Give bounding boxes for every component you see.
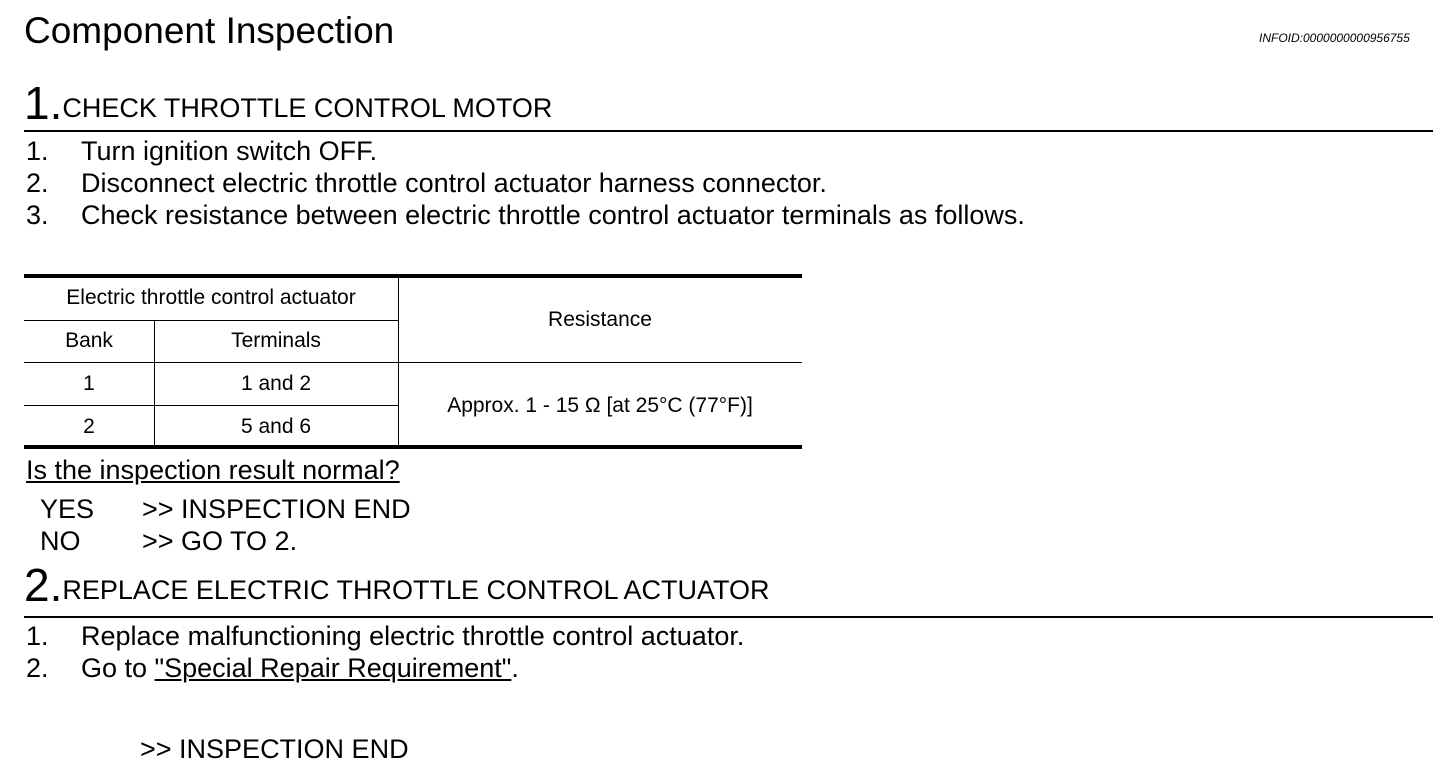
step-1-title: CHECK THROTTLE CONTROL MOTOR <box>62 93 553 123</box>
final-result: >> INSPECTION END <box>140 734 409 764</box>
item-number: 3. <box>26 200 49 230</box>
item-text-suffix: . <box>511 653 519 683</box>
step-2-title: REPLACE ELECTRIC THROTTLE CONTROL ACTUATOR <box>62 575 770 605</box>
resistance-table <box>24 274 802 449</box>
answer-key: NO <box>40 526 81 556</box>
answer-no <box>40 525 297 557</box>
step-1-item <box>26 135 377 167</box>
answer-text: >> GO TO 2. <box>142 526 298 556</box>
item-number: 1. <box>26 136 49 166</box>
item-number: 1. <box>26 621 49 651</box>
page-title: Component Inspection <box>24 10 395 51</box>
answer-key: YES <box>40 494 95 524</box>
item-text: Disconnect electric throttle control actuator harness connector. <box>81 168 827 198</box>
item-number: 2. <box>26 653 49 683</box>
step-1-number: 1. <box>24 77 63 129</box>
table-header-bank: Bank <box>65 329 113 352</box>
table-cell-bank: 2 <box>83 415 95 438</box>
step-2-item <box>26 652 519 684</box>
step-2-number: 2. <box>24 559 63 611</box>
table-rule <box>24 405 398 406</box>
item-text: Replace malfunctioning electric throttle control actuator. <box>81 621 745 651</box>
step-2-item <box>26 620 744 652</box>
table-cell-bank: 1 <box>83 372 95 395</box>
item-text: Check resistance between electric throttle control actuator terminals as follows. <box>81 200 1025 230</box>
table-cell-terminals: 5 and 6 <box>240 415 312 438</box>
table-cell-resistance: Approx. 1 - 15 Ω [at 25°C (77°F)] <box>447 394 753 417</box>
step-1-heading <box>24 77 553 129</box>
answer-yes <box>40 493 411 525</box>
table-group-header: Electric throttle control actuator <box>66 286 356 309</box>
table-rule <box>24 362 802 363</box>
table-cell-terminals: 1 and 2 <box>240 372 312 395</box>
step-2-heading <box>24 559 770 611</box>
step-1-item <box>26 199 1025 231</box>
table-header-terminals: Terminals <box>231 329 321 352</box>
table-rule <box>24 320 398 321</box>
answer-text: >> INSPECTION END <box>142 494 411 524</box>
item-number: 2. <box>26 168 49 198</box>
step-1-item <box>26 167 827 199</box>
table-header-resistance: Resistance <box>548 308 652 331</box>
info-id: INFOID:0000000000956755 <box>1259 31 1410 45</box>
step-2-divider <box>24 616 1433 618</box>
table-rule <box>398 278 399 445</box>
item-text: Go to <box>81 653 155 683</box>
special-repair-link[interactable]: "Special Repair Requirement" <box>154 653 512 683</box>
item-text: Turn ignition switch OFF. <box>81 136 378 166</box>
step-1-divider <box>24 130 1433 132</box>
inspection-question: Is the inspection result normal? <box>26 455 400 485</box>
